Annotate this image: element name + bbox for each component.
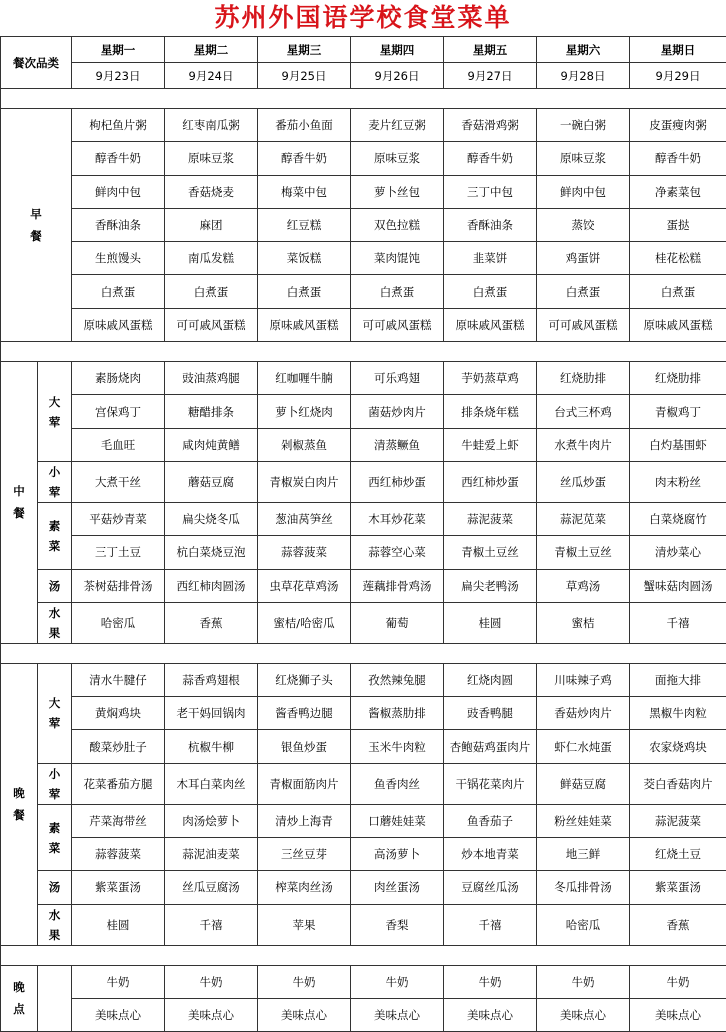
meal-label-snack: 晚 点: [1, 965, 38, 1032]
dish-cell: 西红柿炒蛋: [351, 461, 444, 502]
dish-cell: 平菇炒青菜: [72, 502, 165, 535]
dish-cell: 桂圆: [72, 904, 165, 945]
dinner-row: [1, 697, 726, 730]
dish-cell: 醇香牛奶: [444, 142, 537, 175]
dish-cell: 牛蛙爱上虾: [444, 428, 537, 461]
dish-cell: 菜肉馄饨: [351, 242, 444, 275]
category-label: 汤: [38, 569, 72, 602]
day-header: 星期日: [630, 37, 726, 63]
dish-cell: 鱼香茄子: [444, 804, 537, 837]
dish-cell: 芋奶蒸草鸡: [444, 362, 537, 395]
dish-cell: 扁尖烧冬瓜: [165, 502, 258, 535]
dish-cell: 杭白菜烧豆泡: [165, 536, 258, 569]
dish-cell: 醇香牛奶: [72, 142, 165, 175]
date-header: 9月29日: [630, 63, 726, 89]
dish-cell: 咸肉炖黄鳝: [165, 428, 258, 461]
dish-cell: 丝瓜炒蛋: [537, 461, 630, 502]
day-header: 星期三: [258, 37, 351, 63]
dish-cell: 香蕉: [165, 602, 258, 643]
date-header: 9月24日: [165, 63, 258, 89]
dish-cell: 美味点心: [72, 998, 165, 1031]
day-header: 星期四: [351, 37, 444, 63]
dish-cell: 豆腐丝瓜汤: [444, 871, 537, 904]
dish-cell: 可可戚风蛋糕: [351, 308, 444, 341]
dish-cell: 鲜肉中包: [537, 175, 630, 208]
dish-cell: 香酥油条: [444, 208, 537, 241]
category-label: 大 荤: [38, 362, 72, 462]
category-label: 素 菜: [38, 804, 72, 871]
dish-cell: 蒜蓉空心菜: [351, 536, 444, 569]
corner-header: 餐次品类: [1, 37, 72, 89]
category-label: 水 果: [38, 602, 72, 643]
dish-cell: 台式三杯鸡: [537, 395, 630, 428]
dish-cell: 红烧肉圆: [444, 663, 537, 696]
lunch-row: [1, 428, 726, 461]
dish-cell: 青椒面筋肉片: [258, 763, 351, 804]
dish-cell: 西红柿肉圆汤: [165, 569, 258, 602]
dinner-row: [1, 804, 726, 837]
page-title: 苏州外国语学校食堂菜单: [0, 0, 726, 36]
dish-cell: 葡萄: [351, 602, 444, 643]
dish-cell: 原味戚风蛋糕: [72, 308, 165, 341]
menu-body: [1, 37, 726, 1032]
dish-cell: 宫保鸡丁: [72, 395, 165, 428]
dish-cell: 原味豆浆: [537, 142, 630, 175]
dish-cell: 口蘑娃娃菜: [351, 804, 444, 837]
dish-cell: 千禧: [630, 602, 726, 643]
dish-cell: 芹菜海带丝: [72, 804, 165, 837]
dinner-row: [1, 904, 726, 945]
dinner-row: [1, 730, 726, 763]
section-divider-row: [1, 945, 726, 965]
dish-cell: 白煮蛋: [444, 275, 537, 308]
dish-cell: 一碗白粥: [537, 109, 630, 142]
dish-cell: 紫菜蛋汤: [630, 871, 726, 904]
dish-cell: 美味点心: [165, 998, 258, 1031]
dish-cell: 番茄小鱼面: [258, 109, 351, 142]
dish-cell: 牛奶: [444, 965, 537, 998]
category-label: 大 荤: [38, 663, 72, 763]
dinner-row: [1, 663, 726, 696]
dish-cell: 茭白香菇肉片: [630, 763, 726, 804]
snack-row: [1, 965, 726, 998]
dish-cell: 杏鲍菇鸡蛋肉片: [444, 730, 537, 763]
divider-cell: [1, 89, 726, 109]
dish-cell: 哈密瓜: [537, 904, 630, 945]
dish-cell: 可可戚风蛋糕: [165, 308, 258, 341]
dinner-row: [1, 838, 726, 871]
dish-cell: 花菜番茄方腿: [72, 763, 165, 804]
dish-cell: 地三鲜: [537, 838, 630, 871]
lunch-row: [1, 395, 726, 428]
dish-cell: 玉米牛肉粒: [351, 730, 444, 763]
lunch-row: [1, 362, 726, 395]
dish-cell: 牛奶: [72, 965, 165, 998]
dinner-row: [1, 763, 726, 804]
breakfast-row: [1, 275, 726, 308]
category-label: 素 菜: [38, 502, 72, 569]
lunch-row: [1, 536, 726, 569]
dish-cell: 青椒土豆丝: [444, 536, 537, 569]
dish-cell: 香酥油条: [72, 208, 165, 241]
breakfast-row: [1, 109, 726, 142]
dish-cell: 蒜泥油麦菜: [165, 838, 258, 871]
dish-cell: 哈密瓜: [72, 602, 165, 643]
dish-cell: 皮蛋瘦肉粥: [630, 109, 726, 142]
divider-cell: [1, 342, 726, 362]
dish-cell: 丝瓜豆腐汤: [165, 871, 258, 904]
dish-cell: 三丁土豆: [72, 536, 165, 569]
dish-cell: 牛奶: [537, 965, 630, 998]
dish-cell: 香梨: [351, 904, 444, 945]
dish-cell: 酱椒蒸肋排: [351, 697, 444, 730]
dish-cell: 白煮蛋: [630, 275, 726, 308]
dish-cell: 原味戚风蛋糕: [258, 308, 351, 341]
snack-row: [1, 998, 726, 1031]
dish-cell: 木耳炒花菜: [351, 502, 444, 535]
dish-cell: 蒜蓉菠菜: [258, 536, 351, 569]
dish-cell: 白煮蛋: [351, 275, 444, 308]
dish-cell: 红烧肋排: [630, 362, 726, 395]
dish-cell: 面拖大排: [630, 663, 726, 696]
dish-cell: 醇香牛奶: [630, 142, 726, 175]
dish-cell: 银鱼炒蛋: [258, 730, 351, 763]
dish-cell: 枸杞鱼片粥: [72, 109, 165, 142]
menu-table: [0, 36, 726, 1032]
dish-cell: 川味辣子鸡: [537, 663, 630, 696]
breakfast-row: [1, 208, 726, 241]
dish-cell: 白煮蛋: [537, 275, 630, 308]
dish-cell: 草鸡汤: [537, 569, 630, 602]
dish-cell: 美味点心: [537, 998, 630, 1031]
dish-cell: 杭椒牛柳: [165, 730, 258, 763]
dish-cell: 蒜泥菠菜: [630, 804, 726, 837]
dish-cell: 黑椒牛肉粒: [630, 697, 726, 730]
dish-cell: 蒜香鸡翅根: [165, 663, 258, 696]
dish-cell: 双色拉糕: [351, 208, 444, 241]
category-label-empty: [38, 965, 72, 1032]
dish-cell: 香菇烧麦: [165, 175, 258, 208]
dish-cell: 清炒上海青: [258, 804, 351, 837]
dish-cell: 葱油莴笋丝: [258, 502, 351, 535]
dish-cell: 酸菜炒肚子: [72, 730, 165, 763]
date-header: 9月27日: [444, 63, 537, 89]
breakfast-row: [1, 142, 726, 175]
dish-cell: 三丝豆芽: [258, 838, 351, 871]
dish-cell: 清水牛腱仔: [72, 663, 165, 696]
dish-cell: 酱香鸭边腿: [258, 697, 351, 730]
dish-cell: 南瓜发糕: [165, 242, 258, 275]
dish-cell: 美味点心: [444, 998, 537, 1031]
dish-cell: 蒜泥菠菜: [444, 502, 537, 535]
dish-cell: 红烧土豆: [630, 838, 726, 871]
dish-cell: 可可戚风蛋糕: [537, 308, 630, 341]
category-label: 水 果: [38, 904, 72, 945]
dish-cell: 扁尖老鸭汤: [444, 569, 537, 602]
dish-cell: 干锅花菜肉片: [444, 763, 537, 804]
dish-cell: 虫草花草鸡汤: [258, 569, 351, 602]
dish-cell: 大煮干丝: [72, 461, 165, 502]
dish-cell: 白煮蛋: [165, 275, 258, 308]
dish-cell: 萝卜红烧肉: [258, 395, 351, 428]
dish-cell: 蟹味菇肉圆汤: [630, 569, 726, 602]
dish-cell: 醇香牛奶: [258, 142, 351, 175]
dish-cell: 桂花松糕: [630, 242, 726, 275]
day-header: 星期二: [165, 37, 258, 63]
dish-cell: 菌菇炒肉片: [351, 395, 444, 428]
breakfast-row: [1, 308, 726, 341]
dish-cell: 鸡蛋饼: [537, 242, 630, 275]
dish-cell: 豉香鸭腿: [444, 697, 537, 730]
dish-cell: 牛奶: [351, 965, 444, 998]
section-divider-row: [1, 643, 726, 663]
dish-cell: 肉汤烩萝卜: [165, 804, 258, 837]
meal-label-lunch: 中 餐: [1, 362, 38, 644]
dish-cell: 萝卜丝包: [351, 175, 444, 208]
dish-cell: 香菇炒肉片: [537, 697, 630, 730]
section-divider-row: [1, 342, 726, 362]
dish-cell: 鲜菇豆腐: [537, 763, 630, 804]
dish-cell: 麦片红豆粥: [351, 109, 444, 142]
lunch-row: [1, 602, 726, 643]
dish-cell: 清蒸鳜鱼: [351, 428, 444, 461]
dish-cell: 生煎馒头: [72, 242, 165, 275]
dish-cell: 原味豆浆: [351, 142, 444, 175]
dish-cell: 白灼基围虾: [630, 428, 726, 461]
dish-cell: 美味点心: [258, 998, 351, 1031]
category-label: 汤: [38, 871, 72, 904]
dish-cell: 蜜桔: [537, 602, 630, 643]
dish-cell: 紫菜蛋汤: [72, 871, 165, 904]
dish-cell: 糖醋排条: [165, 395, 258, 428]
breakfast-row: [1, 175, 726, 208]
meal-label-breakfast: 早 餐: [1, 109, 72, 342]
dish-cell: 鱼香肉丝: [351, 763, 444, 804]
section-divider-row: [1, 89, 726, 109]
dish-cell: 老干妈回锅肉: [165, 697, 258, 730]
dish-cell: 蜜桔/哈密瓜: [258, 602, 351, 643]
dish-cell: 肉丝蛋汤: [351, 871, 444, 904]
dish-cell: 青椒鸡丁: [630, 395, 726, 428]
dish-cell: 麻团: [165, 208, 258, 241]
divider-cell: [1, 643, 726, 663]
dish-cell: 桂圆: [444, 602, 537, 643]
dish-cell: 肉末粉丝: [630, 461, 726, 502]
dish-cell: 净素菜包: [630, 175, 726, 208]
dish-cell: 水煮牛肉片: [537, 428, 630, 461]
dish-cell: 毛血旺: [72, 428, 165, 461]
dish-cell: 豉油蒸鸡腿: [165, 362, 258, 395]
dish-cell: 香菇滑鸡粥: [444, 109, 537, 142]
divider-cell: [1, 945, 726, 965]
dish-cell: 虾仁水炖蛋: [537, 730, 630, 763]
dish-cell: 白煮蛋: [72, 275, 165, 308]
dish-cell: 榨菜肉丝汤: [258, 871, 351, 904]
dish-cell: 可乐鸡翅: [351, 362, 444, 395]
dish-cell: 红豆糕: [258, 208, 351, 241]
dish-cell: 黄焖鸡块: [72, 697, 165, 730]
dish-cell: 千禧: [165, 904, 258, 945]
date-header: 9月26日: [351, 63, 444, 89]
dish-cell: 牛奶: [630, 965, 726, 998]
day-header: 星期六: [537, 37, 630, 63]
day-header: 星期一: [72, 37, 165, 63]
date-header: 9月23日: [72, 63, 165, 89]
dish-cell: 农家烧鸡块: [630, 730, 726, 763]
dish-cell: 红枣南瓜粥: [165, 109, 258, 142]
dish-cell: 三丁中包: [444, 175, 537, 208]
lunch-row: [1, 569, 726, 602]
date-header: 9月25日: [258, 63, 351, 89]
lunch-row: [1, 461, 726, 502]
dish-cell: 粉丝娃娃菜: [537, 804, 630, 837]
dish-cell: 木耳白菜肉丝: [165, 763, 258, 804]
dish-cell: 牛奶: [165, 965, 258, 998]
dish-cell: 苹果: [258, 904, 351, 945]
dish-cell: 蒜泥苋菜: [537, 502, 630, 535]
lunch-row: [1, 502, 726, 535]
category-label: 小 荤: [38, 763, 72, 804]
breakfast-row: [1, 242, 726, 275]
dish-cell: 美味点心: [630, 998, 726, 1031]
dish-cell: 炒本地青菜: [444, 838, 537, 871]
dish-cell: 高汤萝卜: [351, 838, 444, 871]
dish-cell: 青椒炭白肉片: [258, 461, 351, 502]
dish-cell: 白煮蛋: [258, 275, 351, 308]
dish-cell: 美味点心: [351, 998, 444, 1031]
dish-cell: 蛋挞: [630, 208, 726, 241]
dish-cell: 青椒土豆丝: [537, 536, 630, 569]
dish-cell: 素肠烧肉: [72, 362, 165, 395]
dish-cell: 菜饭糕: [258, 242, 351, 275]
dish-cell: 西红柿炒蛋: [444, 461, 537, 502]
dish-cell: 蘑菇豆腐: [165, 461, 258, 502]
dish-cell: 红烧肋排: [537, 362, 630, 395]
dish-cell: 蒸饺: [537, 208, 630, 241]
day-header: 星期五: [444, 37, 537, 63]
dish-cell: 茶树菇排骨汤: [72, 569, 165, 602]
dish-cell: 韭菜饼: [444, 242, 537, 275]
dish-cell: 剁椒蒸鱼: [258, 428, 351, 461]
dish-cell: 原味豆浆: [165, 142, 258, 175]
dish-cell: 排条烧年糕: [444, 395, 537, 428]
dish-cell: 原味戚风蛋糕: [630, 308, 726, 341]
dish-cell: 冬瓜排骨汤: [537, 871, 630, 904]
dish-cell: 红烧狮子头: [258, 663, 351, 696]
dish-cell: 鲜肉中包: [72, 175, 165, 208]
dish-cell: 梅菜中包: [258, 175, 351, 208]
dinner-row: [1, 871, 726, 904]
dish-cell: 红咖喱牛腩: [258, 362, 351, 395]
dish-cell: 香蕉: [630, 904, 726, 945]
dish-cell: 清炒菜心: [630, 536, 726, 569]
date-header: 9月28日: [537, 63, 630, 89]
dish-cell: 孜然辣兔腿: [351, 663, 444, 696]
dish-cell: 蒜蓉菠菜: [72, 838, 165, 871]
dish-cell: 莲藕排骨鸡汤: [351, 569, 444, 602]
category-label: 小 荤: [38, 461, 72, 502]
dish-cell: 牛奶: [258, 965, 351, 998]
dish-cell: 千禧: [444, 904, 537, 945]
dish-cell: 原味戚风蛋糕: [444, 308, 537, 341]
dish-cell: 白菜烧腐竹: [630, 502, 726, 535]
meal-label-dinner: 晚 餐: [1, 663, 38, 945]
